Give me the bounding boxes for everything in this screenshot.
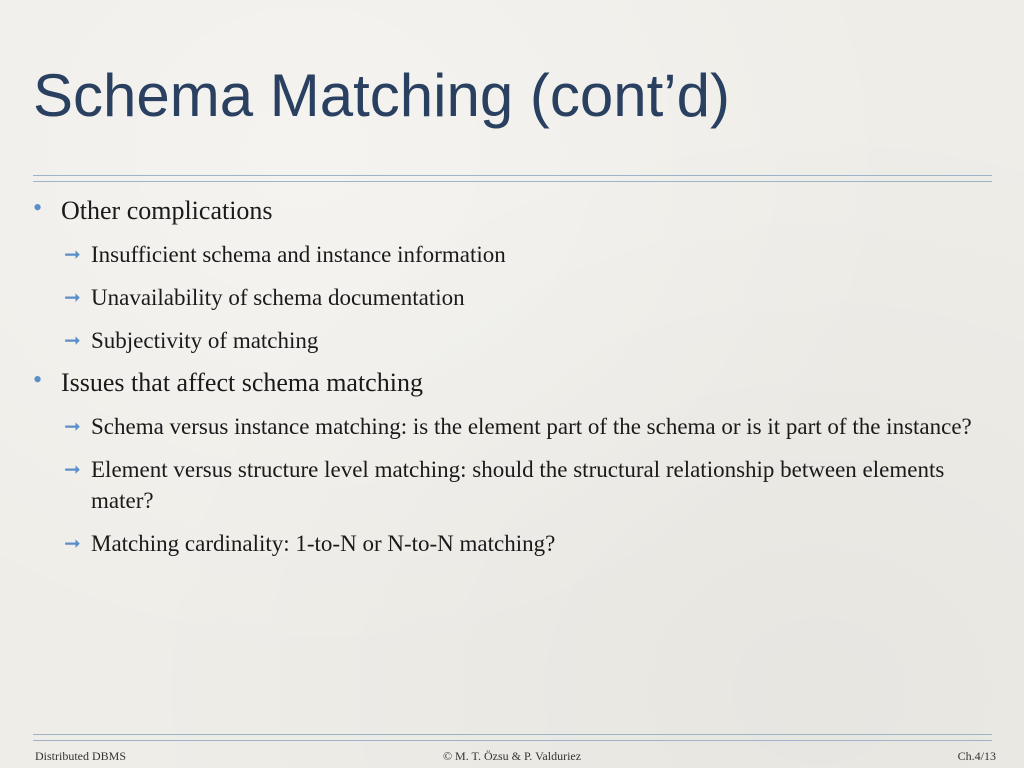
sub-bullet-text: Schema versus instance matching: is the element part of the schema or is it part of the instance? bbox=[91, 414, 972, 439]
sub-bullet-item bbox=[64, 454, 993, 516]
slide-content bbox=[33, 193, 993, 571]
arrow-right-icon: ➞ bbox=[64, 531, 81, 555]
bullet-text: Other complications bbox=[61, 196, 273, 225]
bullet-dot-icon: • bbox=[33, 193, 43, 222]
sub-bullet-text: Unavailability of schema documentation bbox=[91, 285, 465, 310]
footer-copyright: © M. T. Özsu & P. Valduriez bbox=[442, 749, 582, 763]
footer-page-number: Ch.4/13 bbox=[957, 749, 996, 763]
sub-bullet-text: Subjectivity of matching bbox=[91, 328, 319, 353]
sub-bullet-text: Element versus structure level matching: should the structural relationship between elements mater? bbox=[91, 457, 945, 513]
footer-course: Distributed DBMS bbox=[35, 749, 127, 763]
arrow-right-icon: ➞ bbox=[64, 457, 81, 481]
sub-bullet-item bbox=[64, 528, 993, 559]
bullet-item bbox=[33, 193, 993, 226]
sub-bullet-item bbox=[64, 239, 993, 270]
bullet-dot-icon: • bbox=[33, 365, 43, 394]
sub-bullet-item bbox=[64, 282, 993, 313]
sub-bullet-text: Matching cardinality: 1-to-N or N-to-N matching? bbox=[91, 531, 556, 556]
arrow-right-icon: ➞ bbox=[64, 414, 81, 438]
bullet-text: Issues that affect schema matching bbox=[61, 368, 423, 397]
arrow-right-icon: ➞ bbox=[64, 328, 81, 352]
bullet-item bbox=[33, 365, 993, 398]
arrow-right-icon: ➞ bbox=[64, 285, 81, 309]
arrow-right-icon: ➞ bbox=[64, 242, 81, 266]
sub-bullet-item bbox=[64, 325, 993, 356]
title-divider bbox=[33, 175, 992, 182]
sub-bullet-item bbox=[64, 411, 993, 442]
footer-divider bbox=[33, 734, 992, 741]
sub-bullet-text: Insufficient schema and instance information bbox=[91, 242, 506, 267]
slide-title: Schema Matching (cont’d) bbox=[33, 62, 730, 129]
